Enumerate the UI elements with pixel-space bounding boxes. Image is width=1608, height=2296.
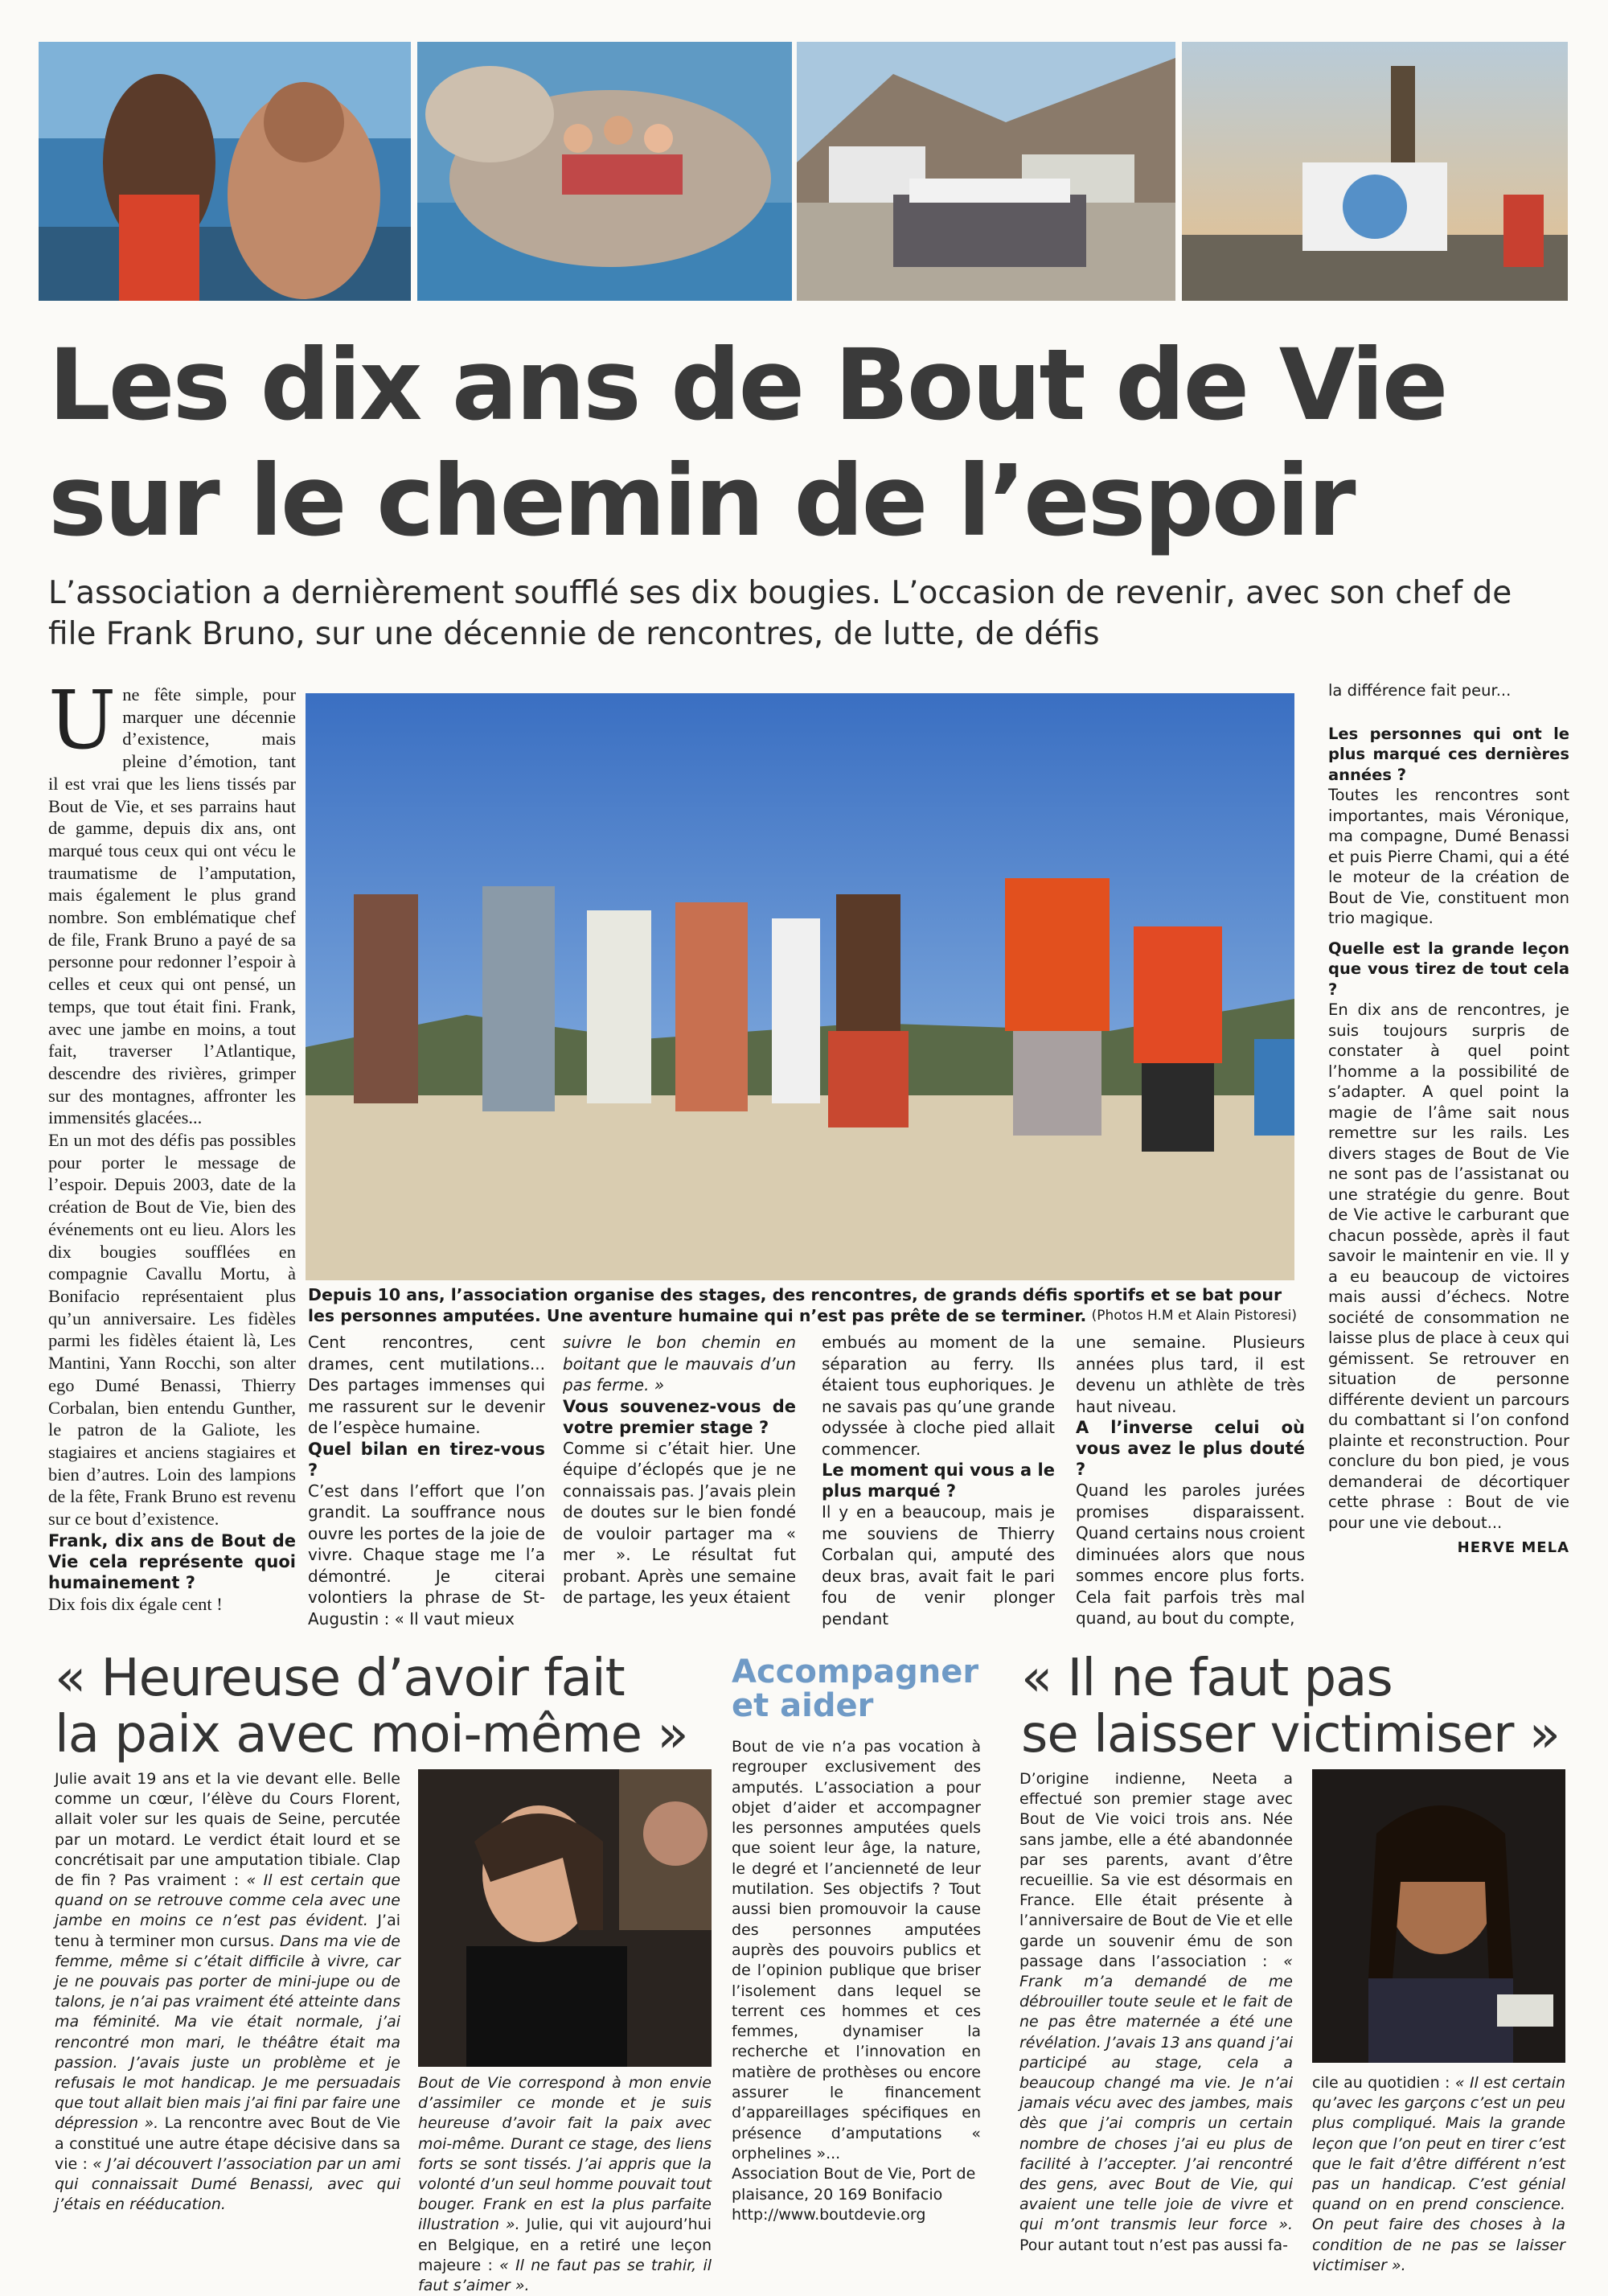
article-column-4 [822, 1332, 1055, 1629]
neeta-column-1 [1019, 1769, 1293, 2256]
answer-4-end: une semaine. Plusieurs années plus tard, il est devenu un athlète de très haut niveau. [1076, 1333, 1305, 1416]
answer-2-end: suivre le bon chemin en boitant que le mauvais d’un pas ferme. » [563, 1333, 796, 1394]
neeta-headline-line-2: se laisser victimiser » [1021, 1705, 1560, 1764]
julie-headline-line-2: la paix avec moi-même » [55, 1705, 688, 1764]
julie-quote-5: « Il ne faut pas se trahir, il faut s’aimer ». [418, 2256, 712, 2295]
julie-quote-4: Bout de Vie correspond à mon envie d’assimiler ce monde et je suis heureuse d’avoir fait la paix avec moi-même. Durant ce stage, des liens forts se sont tissés. J’ai appris que la volonté d’un seul homme pouvait tout bouger. Frank en est la plus parfaite illustration ». [418, 2074, 712, 2234]
author-signature: HERVE MELA [1457, 1539, 1569, 1556]
article-column-3 [563, 1332, 796, 1608]
photo-credit: (Photos H.M et Alain Pistoresi) [1091, 1308, 1297, 1324]
julie-headline-line-1: « Heureuse d’avoir fait [55, 1649, 625, 1708]
caption-text: Depuis 10 ans, l’association organise des stages, des rencontres, de grands défis sportifs et se bat pour les personnes amputées. Une aventure humaine qui n’est pas prête de se terminer. [308, 1285, 1282, 1325]
question-6: Les personnes qui ont le plus marqué ces dernières années ? [1328, 724, 1569, 784]
neeta-text-3: cile au quotidien : [1312, 2074, 1450, 2092]
question-7: Quelle est la grande leçon que vous tirez de tout cela ? [1328, 939, 1569, 999]
question-1: Frank, dix ans de Bout de Vie cela représente quoi humainement ? [48, 1530, 296, 1592]
julie-text-2: J’ai tenu à terminer mon cursus. [55, 1912, 400, 1950]
sidebar-body [732, 1737, 981, 2225]
neeta-headline [1021, 1650, 1584, 1763]
article-column-6 [1328, 680, 1569, 1559]
julie-text-4: Julie, qui vit aujourd’hui en Belgique, en a retiré une leçon majeure : [418, 2216, 712, 2274]
question-5: A l’inverse celui où vous avez le plus douté ? [1076, 1418, 1305, 1479]
sidebar-address: Association Bout de Vie, Port de plaisance, 20 169 Bonifacio [732, 2165, 976, 2204]
julie-text-3: La rencontre avec Bout de Vie a constitué une autre étape décisive dans sa vie : [55, 2114, 400, 2173]
top-photo-3 [797, 42, 1175, 301]
julie-headline [55, 1650, 738, 1763]
neeta-headline-line-1: « Il ne faut pas [1021, 1649, 1393, 1708]
neeta-quote-2: « Il est certain qu’avec les garçons c’est un peu plus compliqué. Mais la grande leçon que l’on peut en tirer c’est que le fait d’être différent n’est pas un handicap. C’est génial quand on en prend conscience. On peut faire des choses à la condition de ne pas se laisser victimiser ». [1312, 2074, 1565, 2274]
answer-2: C’est dans l’effort que l’on grandit. La souffrance nous ouvre les portes de la joie de vivre. Chaque stage me l’a démontré. Je citerai volontiers la phrase de St-Augustin : « Il vaut mieux [308, 1481, 545, 1629]
neeta-quote-1: « Frank m’a demandé de me débrouiller toute seule et le fait de ne pas être maternée a été une révélation. J’avais 13 ans quand j’ai participé au stage, cela a beaucoup changé ma vie. Je n’ai jamais vécu avec des jambes, mais dès que j’ai compris un certain nombre de choses j’ai eu plus de facilité à l’accepter. J’ai rencontré des gens, avec Bout de Vie, qui avaient une telle joie de vivre et qui m’ont transmis leur force ». [1019, 1952, 1293, 2234]
article-intro: ne fête simple, pour marquer une décennie d’existence, mais pleine d’émotion, tant il est vrai que les liens tissés par Bout de Vie, et ses parrains haut de gamme, depuis dix ans, ont marqué tous ceux qui ont vécu le traumatisme de l’amputation, mais également le plus grand nombre. Son emblématique chef de file, Frank Bruno a payé de sa personne pour redonner l’espoir à celles et ceux qui ont pensé, un temps, que tout était fini. Frank, avec une jambe en moins, a tout fait, traverser l’Atlantique, descendre des rivières, grimper sur des montagnes, affronter les immensités glacées... [48, 684, 296, 1128]
sidebar-title [732, 1655, 989, 1723]
main-photo [306, 693, 1294, 1280]
headline-line-1: Les dix ans de Bout de Vie [48, 328, 1446, 442]
subheadline: L’association a dernièrement soufflé ses dix bougies. L’occasion de revenir, avec son chef de file Frank Bruno, sur une décennie de rencontres, de lutte, de défis [48, 575, 1512, 652]
main-photo-caption [308, 1284, 1297, 1326]
article-column-1 [48, 673, 296, 1615]
sidebar-title-line-2: et aider [732, 1687, 874, 1724]
neeta-photo [1312, 1769, 1565, 2063]
headline-line-2: sur le chemin de l’espoir [48, 444, 1354, 558]
julie-quote-3: « J’ai découvert l’association par un ami qui connaissait Dumé Benassi, avec qui j’étais en rééducation. [55, 2154, 401, 2214]
neeta-text-2: Pour autant tout n’est pas aussi fa- [1019, 2236, 1289, 2254]
answer-1-start: Dix fois dix égale cent ! [48, 1593, 223, 1614]
julie-photo [418, 1769, 712, 2067]
question-4: Le moment qui vous a le plus marqué ? [822, 1460, 1055, 1501]
article-column-2 [308, 1332, 545, 1629]
julie-column-2 [418, 2073, 712, 2296]
neeta-text-1: D’origine indienne, Neeta a effectué son premier stage avec Bout de Vie voici trois ans. Née sans jambe, elle a été abandonnée par ses parents, avant d’être recueillie. Sa vie est désormais en France. Elle était présente à l’anniversaire de Bout de Vie et elle garde un souvenir ému de son passage dans l’association : [1019, 1770, 1293, 1970]
answer-6: Toutes les rencontres sont importantes, mais Véronique, ma compagne, Dumé Benassi et puis Pierre Chami, qui a été le moteur de la création de Bout de Vie, constituent mon trio magique. [1328, 786, 1569, 927]
answer-7: En dix ans de rencontres, je suis toujours surpris de constater à quel point l’homme a la possibilité de s’adapter. A quel point la magie de l’âme sait nous remettre sur les rails. Les divers stages de Bout de Vie ne sont pas de l’assistanat ou une stratégie du genre. Bout de Vie active le carburant que chacun possède, après il faut savoir le maintenir en vie. Il y a eu beaucoup de victoires mais aussi d’échecs. Notre société de consommation ne laisse plus de place à ceux qui gémissent. Se retrouver en situation de personne différente devient un parcours du combattant si l’on confond plainte et reconstruction. Pour conclure du bon pied, je vous demanderai de décortiquer cette phrase : Bout de vie pour une vie debout... [1328, 1000, 1569, 1532]
answer-3-end: embués au moment de la séparation au ferry. Ils étaient tous euphoriques. Je ne savais pas qu’une grande odyssée à cloche pied allait commencer. [822, 1333, 1055, 1459]
answer-3: Comme si c’était hier. Une équipe d’éclopés que je ne connaissais pas. J’avais plein de doutes sur le bien fondé de vouloir partager ma « mer ». Le résultat fut probant. Après une semaine de partage, les yeux étaient [563, 1438, 796, 1607]
sidebar-title-line-1: Accompagner [732, 1653, 979, 1690]
top-photo-4 [1182, 42, 1568, 301]
julie-quote-1: « Il est certain que quand on se retrouve comme cela avec une jambe en moins ce n’est pas évident. [55, 1871, 400, 1930]
answer-5: Quand les paroles jurées promises disparaissent. Quand certains nous croient diminuées alors que nous sommes encore plus forts. Cela fait parfois très mal quand, au bout du compte, [1076, 1481, 1305, 1628]
question-3: Vous souvenez-vous de votre premier stage ? [563, 1396, 796, 1437]
dropcap: U [48, 673, 117, 767]
article-paragraph-2: En un mot des défis pas possibles pour porter le message de l’espoir. Depuis 2003, date de la création de Bout de Vie, bien des événements ont eu lieu. Alors les dix bougies soufflées en compagnie Cavallu Mortu, à Bonifacio représentaient plus qu’un anniversaire. Les fidèles parmi les fidèles étaient là, Les Mantini, Yann Rocchi, son alter ego Dumé Benassi, Thierry Corbalan, bien entendu Gunther, le patron de la Galiote, les stagiaires et anciens stagiaires et bien d’autres. Loin des lampions de la fête, Frank Bruno est revenu sur ce bout d’existence. [48, 1130, 296, 1530]
sidebar-url[interactable]: http://www.boutdevie.org [732, 2205, 926, 2224]
sidebar-body-text: Bout de vie n’a pas vocation à regrouper exclusivement des amputés. L’association a pour objet d’aider et accompagner les personnes amputées quels que soient leur âge, la nature, le degré et l’ancienneté de leur mutilation. Ses objectifs ? Tout aussi bien promouvoir la cause des personnes amputées auprès des pouvoirs publics et de l’opinion publique que briser l’isolement dans lequel se terrent ces hommes et ces femmes, dynamiser la recherche et l’innovation en matière de prothèses ou encore assurer le financement d’appareillages spécifiques en présence d’amputations « orphelines »... [732, 1738, 981, 2163]
top-photo-2 [417, 42, 792, 301]
answer-1: Cent rencontres, cent drames, cent mutilations... Des partages immenses qui me rassurent sur le devenir de l’espèce humaine. [308, 1333, 545, 1437]
article-column-5 [1076, 1332, 1305, 1629]
julie-text-1: Julie avait 19 ans et la vie devant elle. Belle comme un cœur, l’élève du Cours Florent, allait voler sur les quais de Seine, percutée par un motard. Le verdict était lourd et se concrétisait par une amputation tibiale. Clap de fin ? Pas vraiment : [55, 1770, 400, 1890]
julie-quote-2: Dans ma vie de femme, même si c’était difficile à vivre, car je ne pouvais pas porter de mini-jupe ou de talons, je n’ai pas vraiment été atteinte dans ma féminité. Ma vie était normale, j’ai rencontré mon mari, le théâtre était ma passion. J’avais juste un problème et je refusais le mot handicap. Je me persuadais que tout allait bien mais j’ai fini par faire une dépression ». [55, 1932, 400, 2133]
answer-5-end: la différence fait peur... [1328, 681, 1512, 700]
question-2: Quel bilan en tirez-vous ? [308, 1439, 545, 1480]
neeta-column-2 [1312, 2073, 1565, 2276]
answer-4: Il y en a beaucoup, mais je me souviens de Thierry Corbalan qui, amputé des deux bras, avait fait le pari fou de venir plonger pendant [822, 1502, 1055, 1629]
top-photo-1 [39, 42, 411, 301]
julie-column-1 [55, 1769, 400, 2215]
